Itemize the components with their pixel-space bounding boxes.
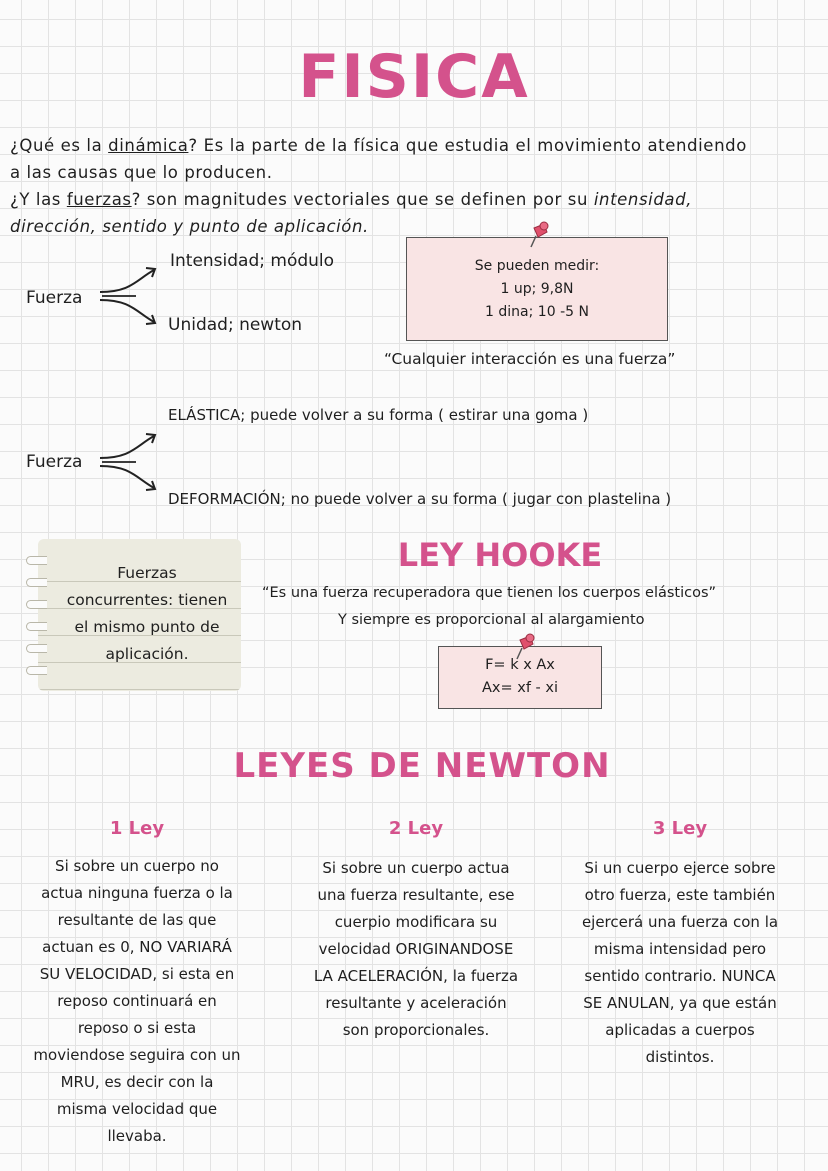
term-dinamica: dinámica — [108, 136, 189, 155]
hooke-quote: “Es una fuerza recuperadora que tienen los cuerpos elásticos” — [262, 585, 717, 601]
intro-line-4: dirección, sentido y punto de aplicación. — [10, 217, 369, 236]
intro-line-3: ¿Y las fuerzas? son magnitudes vectoriales que se definen por su intensidad, — [10, 190, 693, 209]
quote-interaction: “Cualquier interacción es una fuerza” — [384, 350, 676, 368]
pushpin-icon — [528, 220, 550, 250]
law-1-text: Si sobre un cuerpo no actua ninguna fuerza o la resultante de las que actuan es 0, NO VARIARÁ SU VELOCIDAD, si esta en reposo continuará en reposo o si esta moviendose seguira con un MRU, es decir con la misma velocidad que llevaba. — [33, 857, 241, 1145]
page-title: FISICA — [298, 42, 530, 112]
diagram1-branch-bottom: Unidad; newton — [168, 315, 303, 335]
diagram2-branch-bottom: DEFORMACIÓN; no puede volver a su forma ( jugar con plastelina ) — [168, 490, 672, 508]
law-3-title: 3 Ley — [652, 818, 708, 839]
law-1-title: 1 Ley — [109, 818, 165, 839]
law-2-text: Si sobre un cuerpo actua una fuerza resultante, ese cuerpio modificara su velocidad ORIGINANDOSE LA ACELERACIÓN, la fuerza resultante y aceleración son proporcionales. — [313, 859, 519, 1039]
sticky-note-text: Fuerzas concurrentes: tienen el mismo punto de aplicación. — [66, 564, 228, 663]
law-2 — [298, 818, 534, 1044]
formula-box: F= k x Ax Ax= xf - xi — [438, 646, 602, 709]
law-1 — [20, 818, 254, 1150]
measure-note: Se pueden medir: 1 up; 9,8N 1 dina; 10 -5 N — [406, 237, 668, 341]
pushpin-icon — [514, 632, 536, 662]
term-fuerzas: fuerzas — [66, 190, 132, 209]
diagram2-root: Fuerza — [26, 452, 83, 472]
hooke-title: LEY HOOKE — [397, 536, 603, 574]
law-3-text: Si un cuerpo ejerce sobre otro fuerza, este también ejercerá una fuerza con la misma intensidad pero sentido contrario. NUNCA SE ANULAN, ya que están aplicadas a cuerpos distintos. — [581, 859, 779, 1066]
diagram1-root: Fuerza — [26, 288, 83, 308]
diagram2-branch-top: ELÁSTICA; puede volver a su forma ( estirar una goma ) — [168, 406, 589, 424]
intro-line-1: ¿Qué es la dinámica? Es la parte de la física que estudia el movimiento atendiendo — [10, 136, 747, 155]
newton-title: LEYES DE NEWTON — [233, 746, 611, 786]
branch-arrows-2 — [96, 428, 166, 498]
law-2-title: 2 Ley — [388, 818, 444, 839]
intro-line-2: a las causas que lo producen. — [10, 163, 273, 182]
hooke-line2: Y siempre es proporcional al alargamiento — [338, 612, 645, 628]
branch-arrows-1 — [96, 262, 166, 332]
intro-paragraph — [10, 132, 820, 240]
diagram1-branch-top: Intensidad; módulo — [170, 251, 335, 271]
law-3 — [566, 818, 794, 1071]
